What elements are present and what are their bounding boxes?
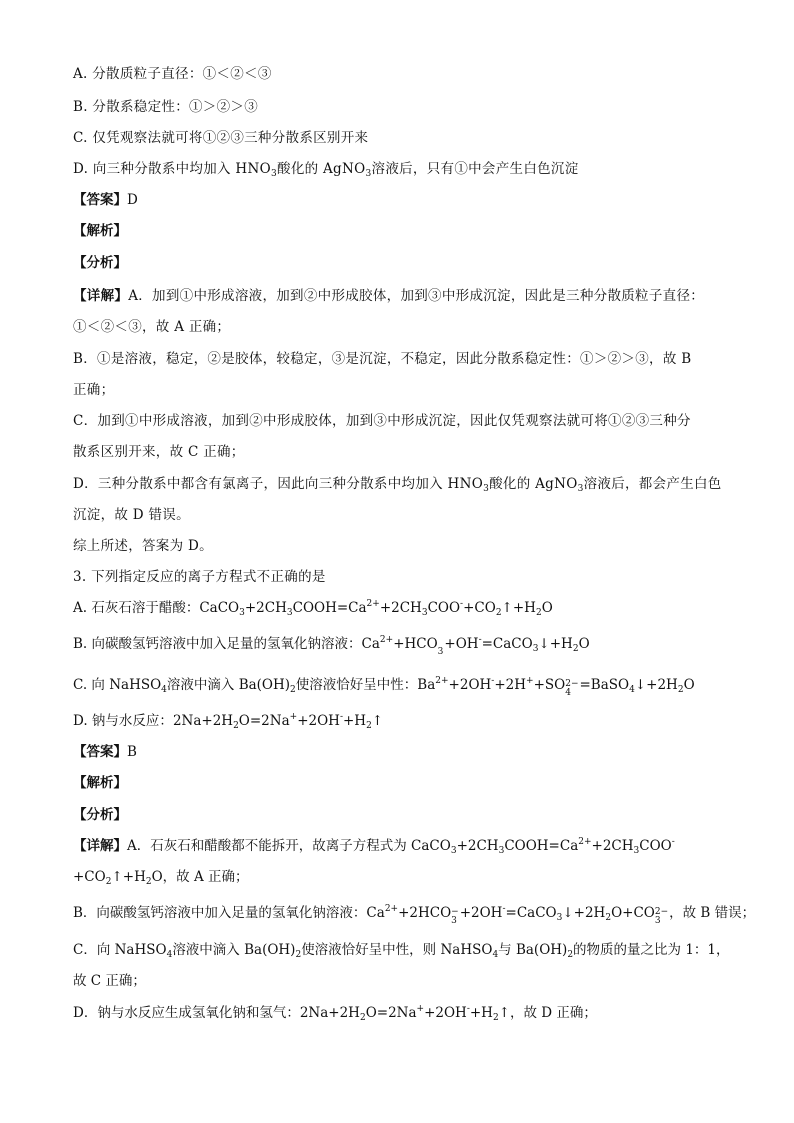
- q2-answer: 【答案】D: [73, 192, 138, 208]
- q3-detail-a-line1: 【详解】A．石灰石和醋酸都不能拆开，故离子方程式为 $CaCO_3+2CH_3COOH=Ca^{2+}+2CH_3COO^-$: [73, 837, 675, 856]
- q2-detail-d-line2: 沉淀，故 D 错误。: [73, 507, 190, 523]
- q2-detail-c-line2: 散系区别开来，故 C 正确；: [73, 444, 245, 460]
- q3-detail-c-line1: C．向 NaHSO$_4$溶液中滴入 $Ba(OH)_2$使溶液恰好呈中性，则 NaHSO$_4$与 $Ba(OH)_2$的物质的量之比为 1：1，: [73, 942, 730, 960]
- q3-option-b: B. 向碳酸氢钙溶液中加入足量的氢氧化钠溶液：$Ca^{2+}+HCO$ 3 $+OH^-=CaCO_3↓+H_2O$: [73, 635, 590, 657]
- q3-fenxi-heading: 【分析】: [73, 807, 127, 823]
- q2-option-a: A. 分散质粒子直径：①＜②＜③: [73, 66, 272, 82]
- q3-detail-d: D．钠与水反应生成氢氧化钠和氢气：$2Na+2H_2O=2Na^++2OH^-+H_2↑$，故 D 正确；: [73, 1004, 597, 1023]
- q2-detail-b-line2: 正确；: [73, 382, 115, 398]
- q3-detail-b: B．向碳酸氢钙溶液中加入足量的氢氧化钠溶液：$Ca^{2+}+2HCO$ − 3 $+2OH^-=CaCO_3↓+2H_2O+CO$ 2− 3 ，故 B 错误；: [73, 904, 756, 926]
- q3-detail-a-line2: $+CO_2↑+H_2O$，故 A 正确；: [73, 869, 249, 887]
- q2-detail-d-line1: D．三种分散系中都含有氯离子，因此向三种分散系中均加入 $HNO_3$酸化的 AgNO$_3$溶液后，都会产生白色: [73, 476, 722, 494]
- q2-detail-c-line1: C．加到①中形成溶液，加到②中形成胶体，加到③中形成沉淀，因此仅凭观察法就可将①②③三种分: [73, 413, 691, 429]
- q3-option-c: C. 向 NaHSO$_4$溶液中滴入 $Ba(OH)_2$使溶液恰好呈中性：$Ba^{2+}+2OH^-+2H^++SO$ 2− 4 $=BaSO_4↓+2H_2O$: [73, 676, 695, 698]
- q3-answer: 【答案】B: [73, 744, 137, 760]
- q2-detail-b-line1: B．①是溶液，稳定，②是胶体，较稳定，③是沉淀，不稳定，因此分散系稳定性：①＞②＞③，故 B: [73, 351, 692, 367]
- q2-option-b: B. 分散系稳定性：①＞②＞③: [73, 99, 259, 115]
- q2-detail-a-line1: 【详解】A．加到①中形成溶液，加到②中形成胶体，加到③中形成沉淀，因此是三种分散质粒子直径：: [73, 288, 705, 304]
- q3-option-d: D. 钠与水反应：$2Na+2H_2O=2Na^++2OH^-+H_2↑$: [73, 712, 384, 731]
- q2-detail-a-line2: ①＜②＜③，故 A 正确；: [73, 319, 231, 335]
- q2-analysis-heading: 【解析】: [73, 223, 127, 239]
- q2-option-c: C. 仅凭观察法就可将①②③三种分散系区别开来: [73, 130, 369, 146]
- q2-option-d: D. 向三种分散系中均加入 $HNO_3$酸化的 AgNO$_3$溶液后，只有①中会产生白色沉淀: [73, 161, 579, 179]
- q3-analysis-heading: 【解析】: [73, 775, 127, 791]
- q2-summary: 综上所述，答案为 D。: [73, 538, 213, 554]
- q3-stem: 3. 下列指定反应的离子方程式不正确的是: [73, 569, 326, 585]
- q2-fenxi-heading: 【分析】: [73, 255, 127, 271]
- q3-option-a: A. 石灰石溶于醋酸：$CaCO_3+2CH_3COOH=Ca^{2+}+2CH_3COO^-+CO_2↑+H_2O$: [73, 599, 553, 618]
- q3-detail-c-line2: 故 C 正确；: [73, 973, 146, 989]
